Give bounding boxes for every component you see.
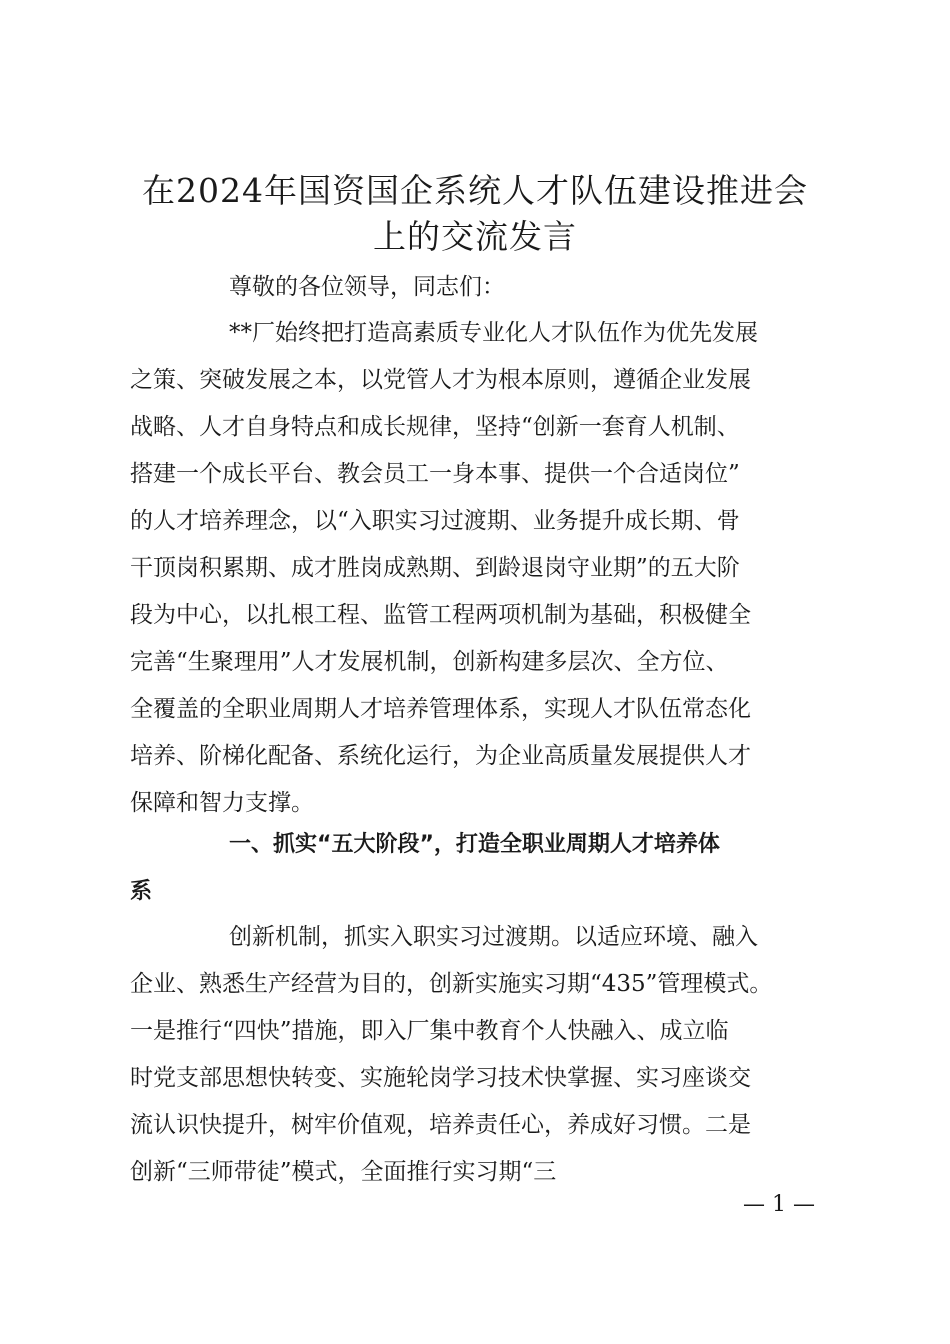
paragraph2-line: 一是推行“四快”措施，即入厂集中教育个人快融入、成立临 (130, 1018, 729, 1044)
paragraph2-line: 企业、熟悉生产经营为目的，创新实施实习期“435”管理模式。 (130, 971, 773, 997)
paragraph1-line: 培养、阶梯化配备、系统化运行，为企业高质量发展提供人才 (130, 743, 751, 769)
paragraph1-line: 之策、突破发展之本，以党管人才为根本原则，遵循企业发展 (130, 367, 751, 393)
title-line-2: 上的交流发言 (373, 217, 577, 256)
title-line-1: 在2024年国资国企系统人才队伍建设推进会 (142, 171, 808, 210)
paragraph1-line: **厂始终把打造高素质专业化人才队伍作为优先发展 (229, 320, 758, 346)
paragraph1-line: 干顶岗积累期、成才胜岗成熟期、到龄退岗守业期”的五大阶 (130, 555, 740, 581)
section-heading-line: 一、抓实“五大阶段”，打造全职业周期人才培养体 (229, 832, 720, 857)
paragraph1-line: 全覆盖的全职业周期人才培养管理体系，实现人才队伍常态化 (130, 696, 751, 722)
paragraph1-line: 战略、人才自身特点和成长规律，坚持“创新一套育人机制、 (130, 414, 740, 440)
paragraph1-line: 的人才培养理念，以“入职实习过渡期、业务提升成长期、骨 (130, 508, 740, 534)
paragraph2-line: 时党支部思想快转变、实施轮岗学习技术快掌握、实习座谈交 (130, 1065, 751, 1091)
paragraph2-line: 创新“三师带徒”模式，全面推行实习期“三 (130, 1159, 557, 1185)
document-title (120, 168, 830, 260)
section-heading-line: 系 (130, 879, 153, 904)
paragraph1-line: 段为中心，以扎根工程、监管工程两项机制为基础，积极健全 (130, 602, 751, 628)
paragraph2-line: 创新机制，抓实入职实习过渡期。以适应环境、融入 (229, 924, 758, 950)
paragraph1-line: 完善“生聚理用”人才发展机制，创新构建多层次、全方位、 (130, 649, 729, 675)
paragraph2-line: 流认识快提升，树牢价值观，培养责任心，养成好习惯。二是 (130, 1112, 751, 1138)
paragraph1-line: 保障和智力支撑。 (130, 790, 314, 816)
greeting: 尊敬的各位领导，同志们： (229, 274, 505, 300)
page-number: — 1 — (743, 1192, 815, 1217)
paragraph1-line: 搭建一个成长平台、教会员工一身本事、提供一个合适岗位” (130, 461, 740, 487)
